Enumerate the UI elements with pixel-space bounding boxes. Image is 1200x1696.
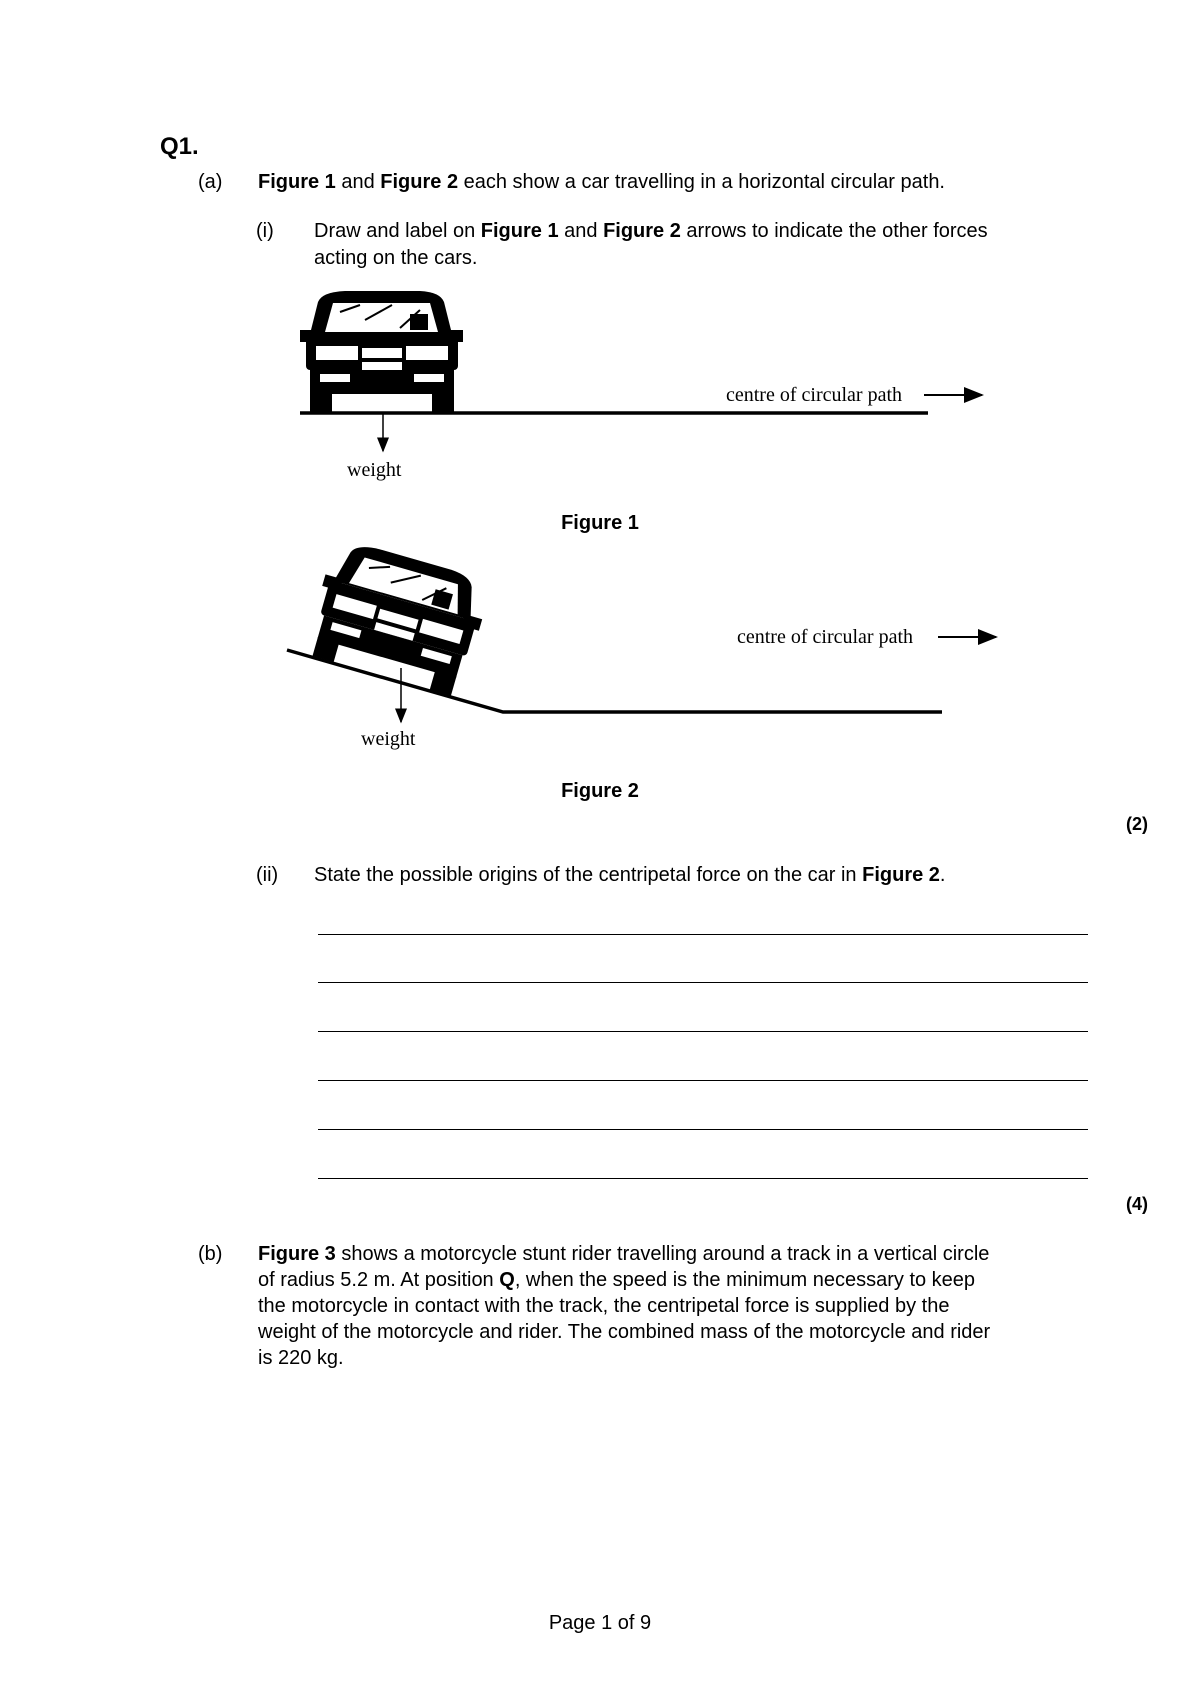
text: arrows to indicate the other forces: [680, 220, 988, 242]
bold-text: Figure 2: [380, 171, 459, 193]
text: , when the speed is the minimum necessary to keep: [514, 1269, 976, 1291]
figure2-caption: Figure 2: [561, 780, 639, 802]
answer-line[interactable]: [318, 1129, 1088, 1130]
answer-line[interactable]: [318, 1031, 1088, 1032]
figure2-weight-label: weight: [361, 728, 416, 750]
figure2-banked-road: [287, 650, 942, 712]
answer-line[interactable]: [318, 934, 1088, 935]
marks-part-a-i: (2): [1126, 814, 1148, 834]
part-b-line-1: [258, 1241, 989, 1267]
text: .: [939, 864, 946, 886]
part-b-line-4: [258, 1319, 990, 1345]
answer-line[interactable]: [318, 1178, 1088, 1179]
answer-line[interactable]: [318, 982, 1088, 983]
bold-text: Q: [499, 1269, 515, 1291]
page-number: Page 1 of 9: [548, 1612, 652, 1634]
text: is 220 kg.: [258, 1347, 344, 1369]
text: Draw and label on: [314, 220, 481, 242]
part-a-i-label: (i): [256, 220, 274, 242]
figure1-caption: Figure 1: [561, 512, 639, 534]
part-b-line-3: [258, 1293, 949, 1319]
answer-line[interactable]: [318, 1080, 1088, 1081]
figure1-weight-label: weight: [347, 459, 402, 481]
part-b-label: (b): [198, 1243, 223, 1265]
text: and: [335, 171, 381, 193]
text: shows a motorcycle stunt rider travelling around a track in a vertical circle: [335, 1243, 990, 1265]
marks-part-a-ii: (4): [1126, 1194, 1148, 1214]
part-b-line-2: [258, 1267, 975, 1293]
text: of radius 5.2 m. At position: [258, 1269, 500, 1291]
text: each show a car travelling in a horizontal circular path.: [458, 171, 945, 193]
bold-text: Figure 1: [258, 171, 336, 193]
part-a-i-line2: acting on the cars.: [314, 247, 478, 269]
figure1-centre-label: centre of circular path: [726, 384, 903, 406]
part-b-line-5: [258, 1345, 344, 1371]
figure1-car-image: [300, 291, 463, 412]
figure2-car-image: [303, 537, 493, 698]
bold-text: Figure 2: [862, 864, 940, 886]
part-a-ii-label: (ii): [256, 864, 279, 886]
bold-text: Figure 3: [258, 1243, 336, 1265]
text: the motorcycle in contact with the track, the centripetal force is supplied by the: [258, 1295, 950, 1317]
text: State the possible origins of the centripetal force on the car in: [314, 864, 863, 886]
bold-text: Figure 1: [480, 220, 559, 242]
part-a-label: (a): [198, 171, 223, 193]
bold-text: Figure 2: [603, 220, 681, 242]
text: and: [558, 220, 604, 242]
text: weight of the motorcycle and rider. The combined mass of the motorcycle and rider: [258, 1321, 991, 1343]
part-a-ii-text: [314, 862, 945, 888]
question-number: Q1.: [160, 133, 199, 160]
figure2-centre-label: centre of circular path: [737, 626, 914, 648]
